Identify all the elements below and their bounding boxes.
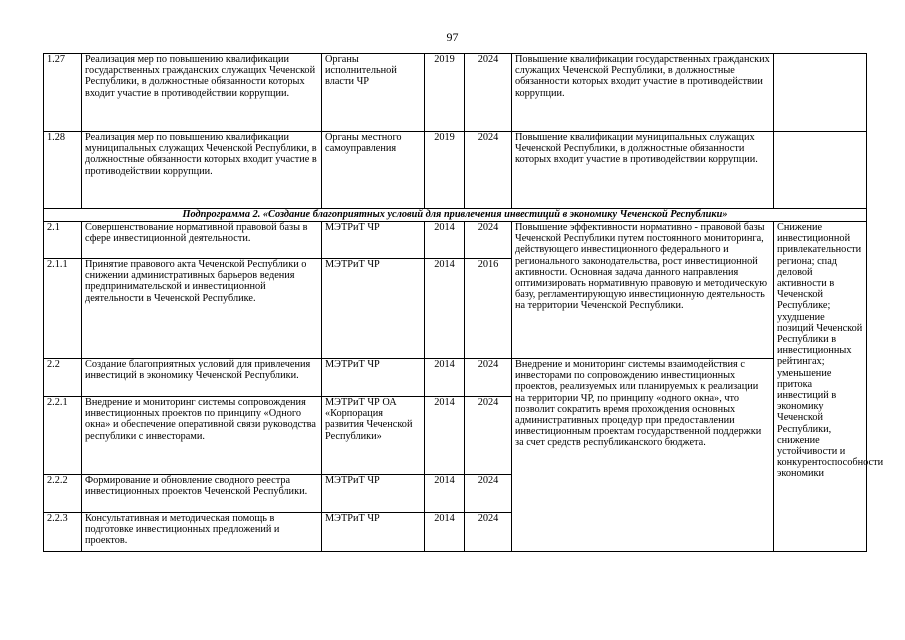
row-number: 2.2.2	[44, 475, 82, 513]
subprogram-heading-row	[44, 209, 867, 222]
measure-name: Формирование и обновление сводного реестра инвестиционных проектов Чеченской Республики.	[82, 475, 322, 513]
expected-result: Повышение квалификации государственных гражданских служащих Чеченской Республики, в должностные обязанности которых входит участие в противодействии коррупции.	[512, 54, 774, 132]
measure-name: Совершенствование нормативной правовой базы в сфере инвестиционной деятельности.	[82, 222, 322, 259]
start-year: 2014	[425, 222, 465, 259]
executor: МЭТРиТ ЧР	[322, 475, 425, 513]
start-year: 2014	[425, 513, 465, 552]
consequence	[774, 132, 867, 209]
end-year: 2024	[465, 513, 512, 552]
end-year: 2024	[465, 397, 512, 475]
row-number: 2.1.1	[44, 259, 82, 359]
consequence: Снижение инвестиционной привлекательности региона; спад деловой активности в Чеченской Республике; ухудшение позиций Чеченской Республики в инвестиционных рейтингах; уменьшение притока инвестиций в экономику Чеченской Республики, снижение устойчивости и конкурентоспособности экономики	[774, 222, 867, 552]
end-year: 2024	[465, 54, 512, 132]
consequence	[774, 54, 867, 132]
executor: МЭТРиТ ЧР	[322, 259, 425, 359]
executor: МЭТРиТ ЧР	[322, 359, 425, 397]
row-number: 2.2	[44, 359, 82, 397]
end-year: 2024	[465, 132, 512, 209]
measure-name: Реализация мер по повышению квалификации государственных гражданских служащих Чеченской Республики, в должностные обязанности которых входит участие в противодействии коррупции.	[82, 54, 322, 132]
table-row	[44, 222, 867, 259]
expected-result: Повышение эффективности нормативно - правовой базы Чеченской Республики путем постоянного мониторинга, действующего инвестиционного федерального и регионального законодательства, рост инвестиционной активности. Основная задача данного направления оптимизировать нормативную правовую и методическую базу, регламентирующую инвестиционную деятельность на территории Чеченской Республики.	[512, 222, 774, 359]
end-year: 2024	[465, 475, 512, 513]
start-year: 2014	[425, 259, 465, 359]
end-year: 2024	[465, 222, 512, 259]
measure-name: Консультативная и методическая помощь в подготовке инвестиционных предложений и проектов.	[82, 513, 322, 552]
table-row	[44, 359, 867, 397]
executor: МЭТРиТ ЧР	[322, 222, 425, 259]
row-number: 2.2.1	[44, 397, 82, 475]
row-number: 2.2.3	[44, 513, 82, 552]
start-year: 2014	[425, 475, 465, 513]
measures-table	[43, 53, 884, 552]
measure-name: Принятие правового акта Чеченской Республики о снижении административных барьеров ведения предпринимательской и инвестиционной деятельности в Чеченской Республике.	[82, 259, 322, 359]
start-year: 2014	[425, 397, 465, 475]
executor: Органы местного самоуправления	[322, 132, 425, 209]
end-year: 2024	[465, 359, 512, 397]
start-year: 2019	[425, 54, 465, 132]
measure-name: Реализация мер по повышению квалификации муниципальных служащих Чеченской Республики, в должностные обязанности которых входит участие в противодействии коррупции.	[82, 132, 322, 209]
executor: МЭТРиТ ЧР	[322, 513, 425, 552]
row-number: 2.1	[44, 222, 82, 259]
executor: МЭТРиТ ЧР ОА «Корпорация развития Чеченской Республики»	[322, 397, 425, 475]
row-number: 1.27	[44, 54, 82, 132]
subprogram-title: Подпрограмма 2. «Создание благоприятных условий для привлечения инвестиций в экономику Чеченской Республики»	[44, 209, 867, 222]
start-year: 2019	[425, 132, 465, 209]
end-year: 2016	[465, 259, 512, 359]
expected-result: Повышение квалификации муниципальных служащих Чеченской Республики, в должностные обязанности которых входит участие в противодействии коррупции.	[512, 132, 774, 209]
row-number: 1.28	[44, 132, 82, 209]
measure-name: Внедрение и мониторинг системы сопровождения инвестиционных проектов по принципу «Одного окна» и обеспечение оперативной связи руководства республики с инвесторами.	[82, 397, 322, 475]
table-row	[44, 132, 867, 209]
start-year: 2014	[425, 359, 465, 397]
page-number: 97	[446, 30, 459, 44]
expected-result: Внедрение и мониторинг системы взаимодействия с инвесторами по сопровождению инвестиционных проектов, реализуемых или планируемых к реализации на территории ЧР, по принципу «одного окна», что позволит сократить время прохождения основных административных процедур при предоставлении инвестиционным проектам государственной поддержки за счет средств республиканского бюджета.	[512, 359, 774, 552]
executor: Органы исполнительной власти ЧР	[322, 54, 425, 132]
table-row	[44, 54, 867, 132]
measure-name: Создание благоприятных условий для привлечения инвестиций в экономику Чеченской Республики.	[82, 359, 322, 397]
